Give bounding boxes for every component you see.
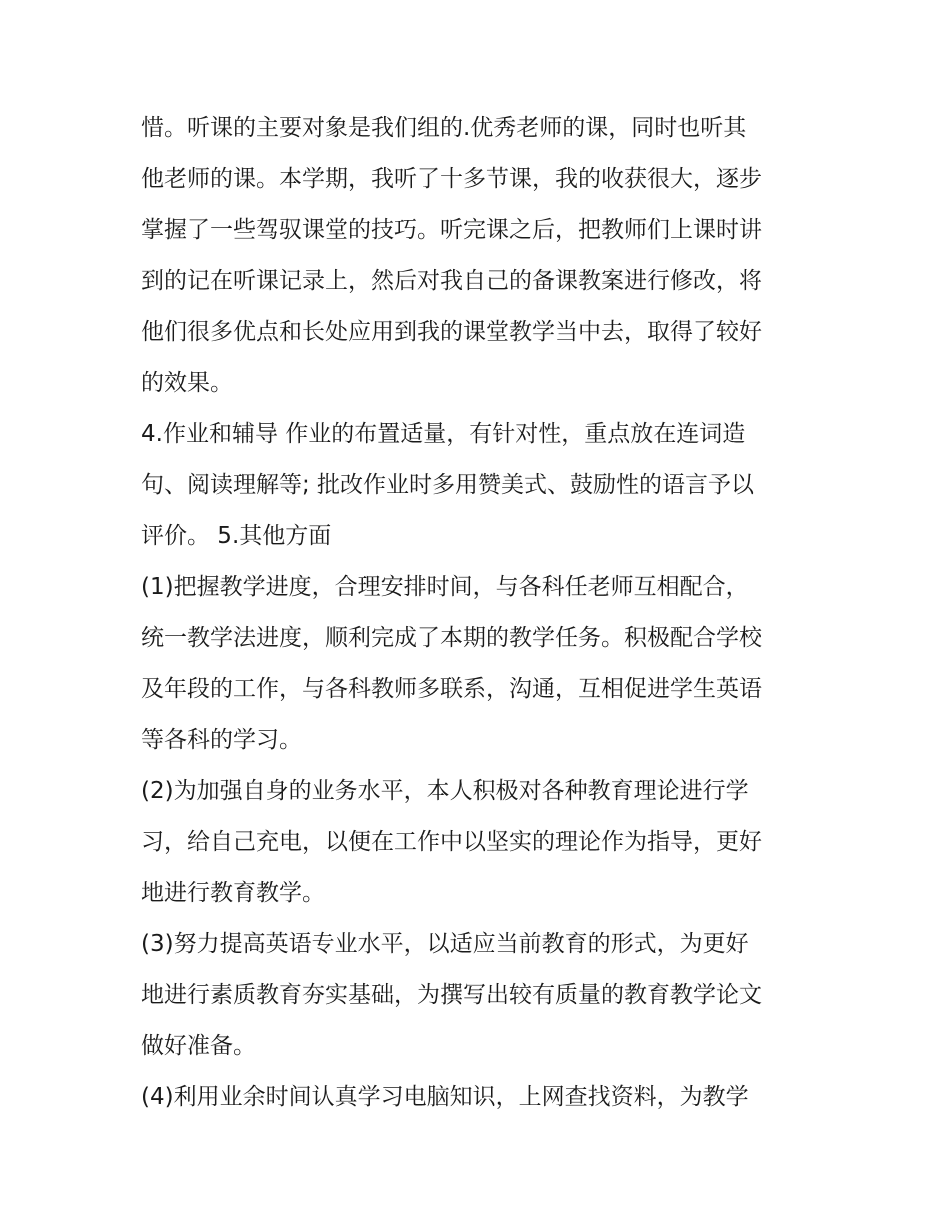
text-line: 的效果。 — [141, 370, 233, 396]
text-line: 等各科的学习。 — [141, 727, 302, 753]
text-line: 到的记在听课记录上，然后对我自己的备课教案进行修改，将 — [141, 268, 762, 294]
text-line: 惜。听课的主要对象是我们组的.优秀老师的课，同时也听其 — [141, 115, 747, 141]
text-line: (1)把握教学进度，合理安排时间，与各科任老师互相配合， — [141, 574, 749, 600]
text-line: (2)为加强自身的业务水平，本人积极对各种教育理论进行学 — [141, 778, 749, 804]
text-line: 及年段的工作，与各科教师多联系，沟通，互相促进学生英语 — [141, 676, 762, 702]
text-line: 地进行教育教学。 — [141, 880, 325, 906]
text-line: 他们很多优点和长处应用到我的课堂教学当中去，取得了较好 — [141, 319, 762, 345]
text-line: 句、阅读理解等; 批改作业时多用赞美式、鼓励性的语言予以 — [141, 472, 755, 498]
text-line: 评价。 5.其他方面 — [141, 523, 332, 549]
body-text — [141, 103, 831, 1123]
text-line: (3)努力提高英语专业水平，以适应当前教育的形式，为更好 — [141, 931, 749, 957]
text-line: 他老师的课。本学期，我听了十多节课，我的收获很大，逐步 — [141, 166, 762, 192]
text-line: 习，给自己充电，以便在工作中以坚实的理论作为指导，更好 — [141, 829, 762, 855]
text-line: 4.作业和辅导 作业的布置适量，有针对性，重点放在连词造 — [141, 421, 746, 447]
text-line: 地进行素质教育夯实基础，为撰写出较有质量的教育教学论文 — [141, 982, 762, 1008]
text-line: 掌握了一些驾驭课堂的技巧。听完课之后，把教师们上课时讲 — [141, 217, 762, 243]
text-line: (4)利用业余时间认真学习电脑知识，上网查找资料，为教学 — [141, 1084, 749, 1110]
text-line: 统一教学法进度，顺利完成了本期的教学任务。积极配合学校 — [141, 625, 762, 651]
text-line: 做好准备。 — [141, 1033, 256, 1059]
